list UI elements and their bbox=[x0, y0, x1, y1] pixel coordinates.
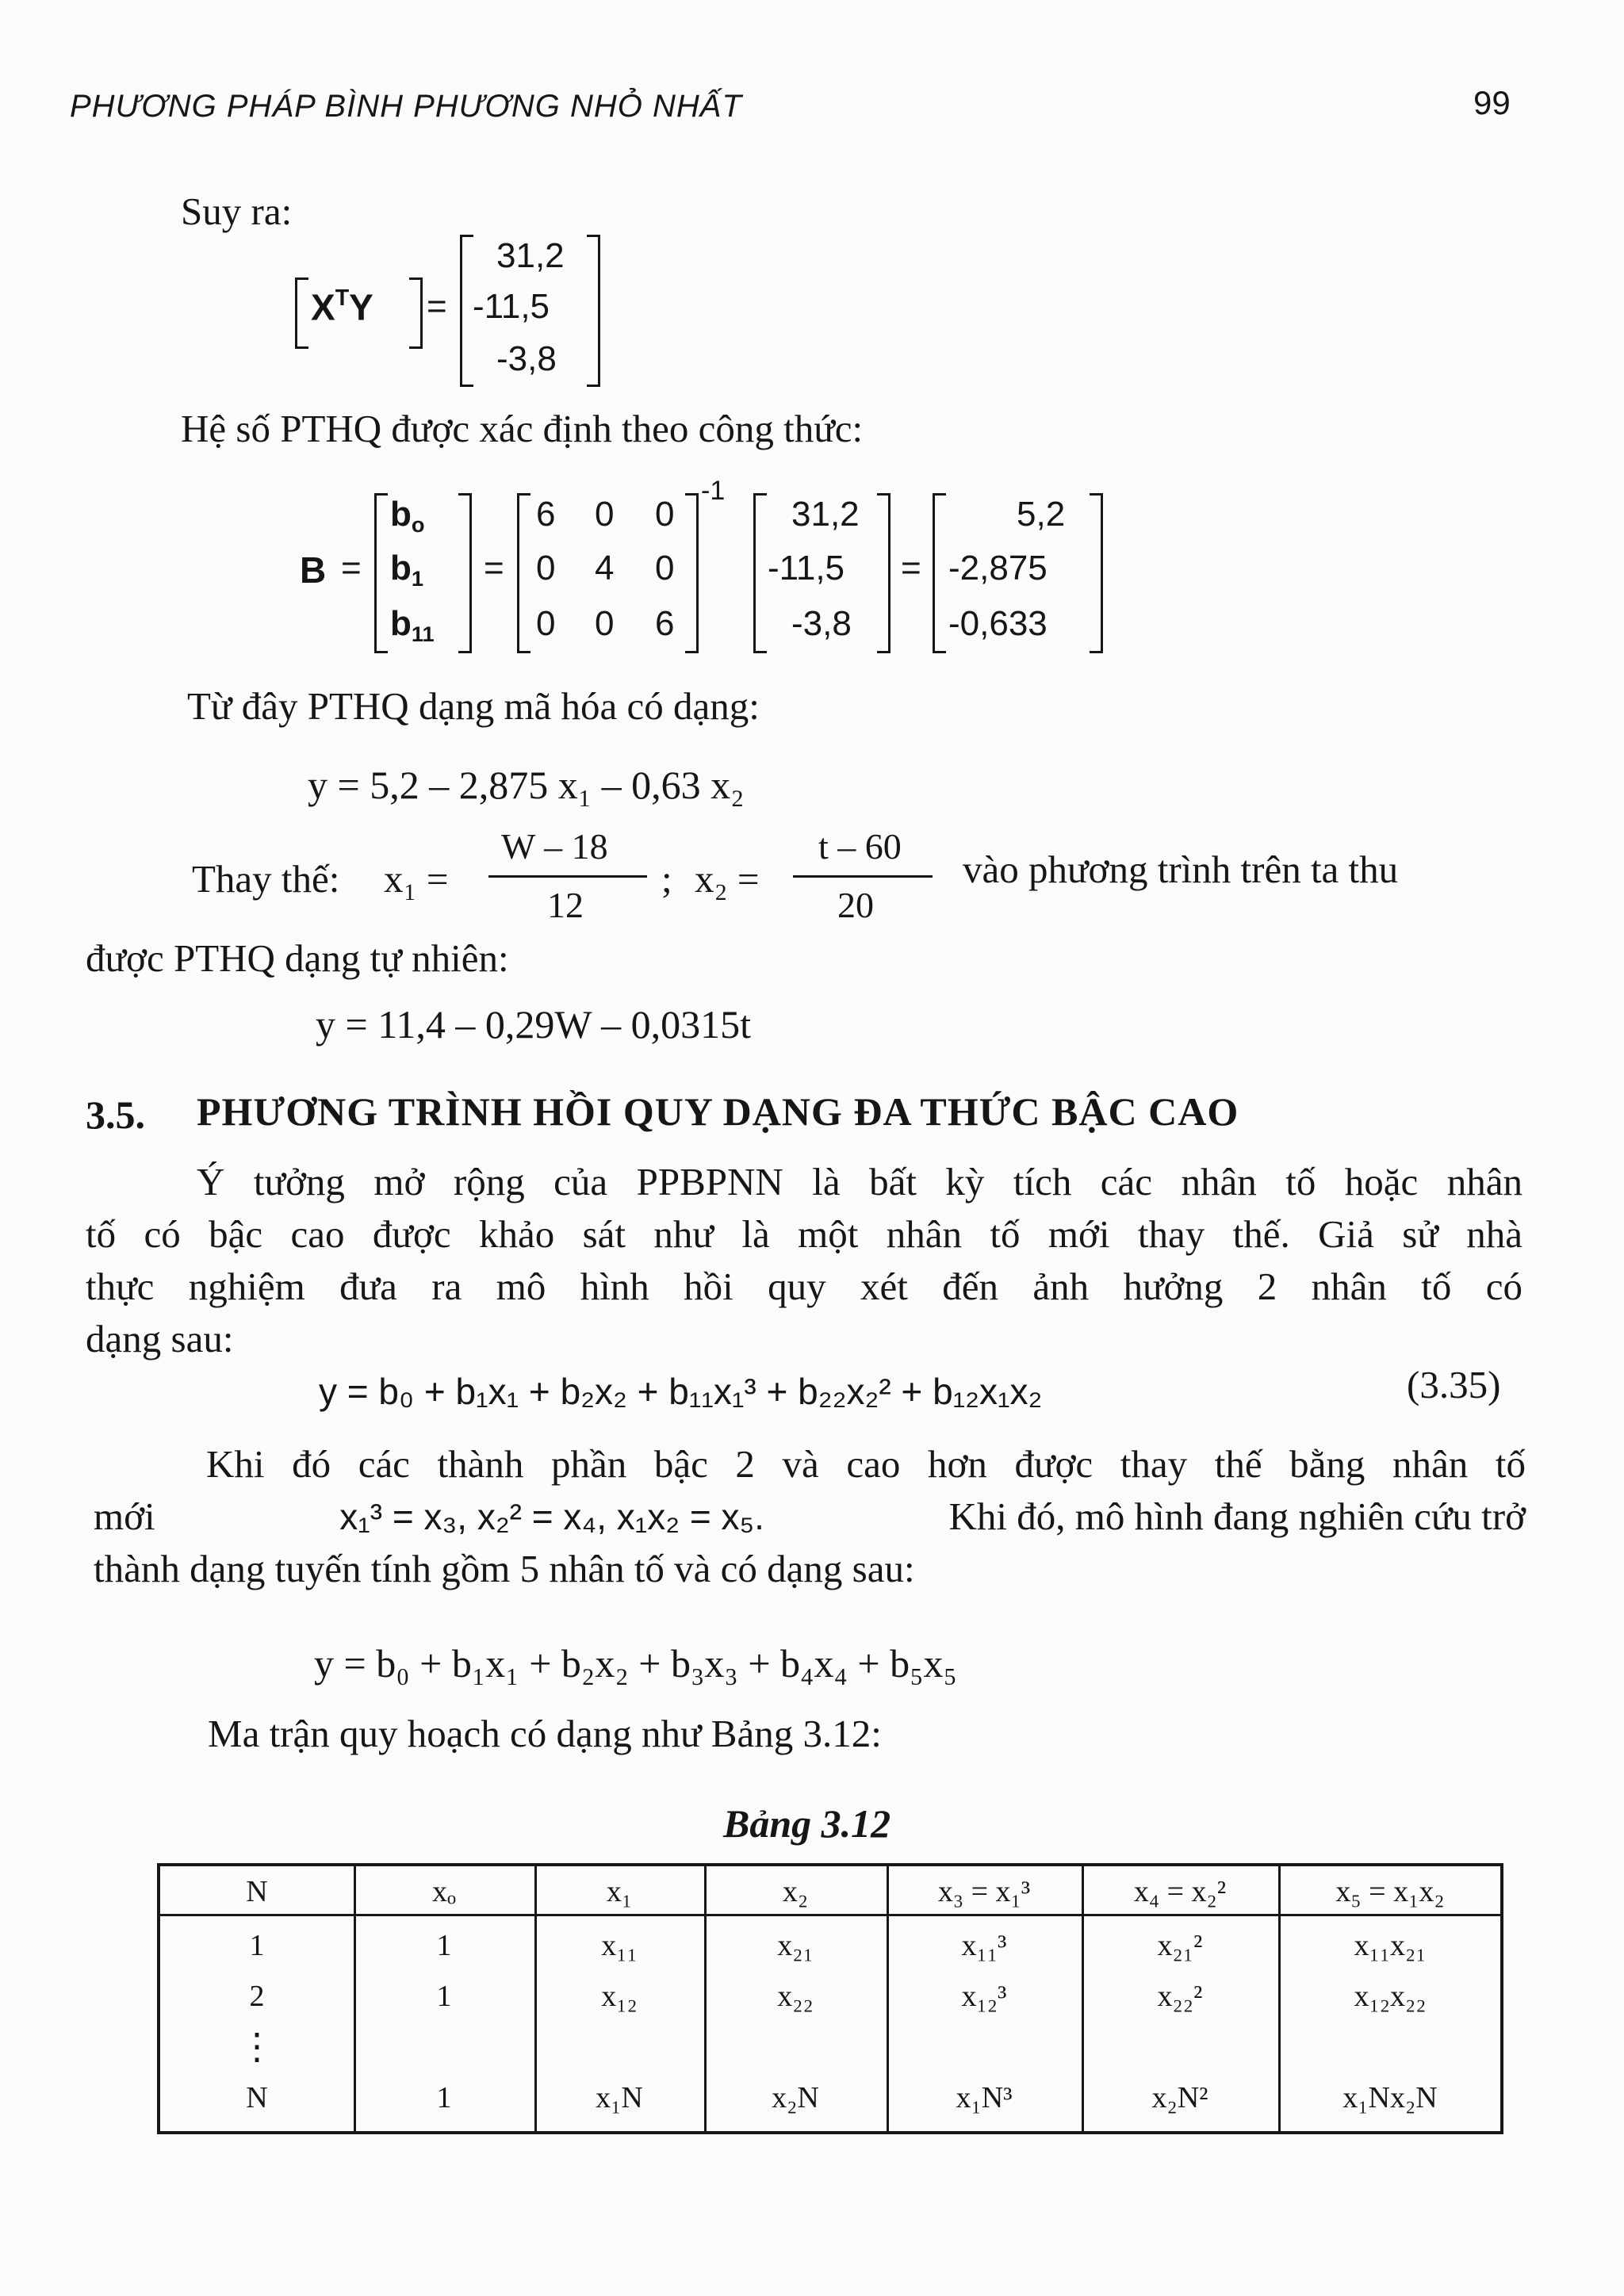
inv-matrix-cell: 0 bbox=[655, 549, 675, 587]
substitution-math: x₁³ = x₃, x₂² = x₄, x₁x₂ = x₅. bbox=[339, 1496, 764, 1537]
inv-matrix-cell: 4 bbox=[595, 549, 615, 587]
table-header-cell: x₅ = x₁x₂ bbox=[1335, 1875, 1445, 1908]
equation-label: (3.35) bbox=[1407, 1363, 1501, 1406]
paragraph-1 bbox=[86, 1156, 1522, 1365]
coded-equation: y = 5,2 – 2,875 x₁ – 0,63 x₂ bbox=[308, 763, 745, 807]
f2-fraction-bar bbox=[793, 875, 933, 878]
xty-left-bracket bbox=[295, 277, 308, 349]
table-cell: 2 bbox=[249, 1980, 265, 2013]
he-so-text: Hệ số PTHQ được xác định theo công thức: bbox=[181, 407, 864, 450]
table-cell: 1 bbox=[436, 1980, 452, 2013]
paragraph-line: thành dạng tuyến tính gồm 5 nhân tố và có dạng sau: bbox=[94, 1547, 915, 1590]
y-vec-entry: -11,5 bbox=[768, 549, 845, 587]
x2-lhs: x₂ = bbox=[695, 857, 760, 901]
table-header-cell: N bbox=[246, 1875, 268, 1908]
inv-matrix-left-bracket bbox=[517, 493, 530, 653]
thay-the-label: Thay thế: bbox=[192, 857, 340, 901]
b-vec-entry: $b_o$ bbox=[390, 495, 425, 538]
table-cell: x₁N bbox=[596, 2081, 643, 2114]
table-cell: x₁₂³ bbox=[961, 1980, 1007, 2013]
table-cell: x₁₂ bbox=[601, 1980, 638, 2013]
result-vec-left-bracket bbox=[933, 493, 946, 653]
table-cell: x₁N³ bbox=[956, 2081, 1013, 2114]
f1-denominator: 12 bbox=[547, 885, 584, 925]
paragraph-text: mới bbox=[94, 1494, 155, 1538]
table-cell: x₁Nx₂N bbox=[1342, 2081, 1438, 2114]
column-divider bbox=[534, 1866, 537, 2131]
xty-vec-left-bracket bbox=[460, 235, 473, 387]
b-vec-right-bracket bbox=[458, 493, 472, 653]
inverse-exponent: -1 bbox=[701, 476, 726, 506]
section-number: 3.5. bbox=[86, 1093, 145, 1137]
table-cell: 1 bbox=[436, 1929, 452, 1962]
paragraph-2 bbox=[94, 1438, 1526, 1595]
linear-equation: y = b₀ + b₁x₁ + b₂x₂ + b₃x₃ + b₄x₄ + b₅x₅ bbox=[314, 1641, 957, 1686]
y-vec-entry: 31,2 bbox=[791, 495, 860, 534]
design-matrix-table bbox=[157, 1863, 1503, 2134]
y-vec-entry: -3,8 bbox=[791, 604, 852, 643]
b-vec-left-bracket bbox=[374, 493, 388, 653]
column-divider bbox=[1082, 1866, 1084, 2131]
page-number: 99 bbox=[1473, 84, 1511, 121]
inv-matrix-cell: 0 bbox=[536, 604, 556, 643]
ma-tran-text: Ma trận quy hoạch có dạng như Bảng 3.12: bbox=[208, 1712, 882, 1755]
table-cell: x₂₁ bbox=[777, 1929, 814, 1962]
result-entry: 5,2 bbox=[1017, 495, 1066, 534]
paragraph-line: Ý tưởng mở rộng của PPBPNN là bất kỳ tích các nhân tố hoặc nhân bbox=[197, 1160, 1522, 1203]
table-cell: x₂N² bbox=[1151, 2081, 1208, 2114]
table-header-cell: x₂ bbox=[782, 1875, 809, 1908]
running-header: PHƯƠNG PHÁP BÌNH PHƯƠNG NHỎ NHẤT bbox=[70, 89, 742, 124]
xty-right-bracket bbox=[409, 277, 423, 349]
column-divider bbox=[704, 1866, 707, 2131]
equation-3-35: y = b₀ + b₁x₁ + b₂x₂ + b₁₁x₁³ + b₂₂x₂² + b₁₂x₁x₂ bbox=[319, 1371, 1043, 1412]
table-cell: x₂₁² bbox=[1157, 1929, 1203, 1962]
table-caption: Bảng 3.12 bbox=[723, 1801, 891, 1846]
table-cell: x₁₂x₂₂ bbox=[1354, 1980, 1427, 2013]
table-cell: x₂₂ bbox=[777, 1980, 814, 2013]
f2-denominator: 20 bbox=[837, 885, 874, 925]
result-entry: -0,633 bbox=[948, 604, 1048, 643]
thay-the-tail: vào phương trình trên ta thu bbox=[963, 848, 1399, 891]
paragraph-line-with-math bbox=[94, 1490, 1526, 1543]
section-title: PHƯƠNG TRÌNH HỒI QUY DẠNG ĐA THỨC BẬC CAO bbox=[197, 1089, 1239, 1134]
paragraph-line: thực nghiệm đưa ra mô hình hồi quy xét đến ảnh hưởng 2 nhân tố có bbox=[86, 1265, 1522, 1308]
table-header-cell: x₁ bbox=[606, 1875, 633, 1908]
b-vec-entry: $b_{11}$ bbox=[390, 604, 435, 647]
f2-numerator: t – 60 bbox=[818, 826, 902, 867]
table-header-cell: xₒ bbox=[432, 1875, 456, 1908]
table-ellipsis: ⋮ bbox=[239, 2026, 275, 2067]
table-cell: x₁₁ bbox=[601, 1929, 638, 1962]
xty-lhs: $X^TY$ bbox=[311, 285, 373, 328]
paragraph-line: tố có bậc cao được khảo sát như là một nhân tố mới thay thế. Giả sử nhà bbox=[86, 1212, 1522, 1256]
xty-value: -3,8 bbox=[496, 339, 557, 378]
tu-day-text: Từ đây PTHQ dạng mã hóa có dạng: bbox=[187, 684, 760, 728]
table-header-row bbox=[160, 1866, 1500, 1916]
inv-matrix-cell: 0 bbox=[595, 604, 615, 643]
table-header-cell: x₄ = x₂² bbox=[1133, 1875, 1227, 1908]
xty-equals: = bbox=[427, 287, 447, 326]
table-cell: 1 bbox=[436, 2081, 452, 2114]
result-entry: -2,875 bbox=[948, 549, 1048, 587]
result-equals: = bbox=[901, 549, 921, 587]
result-vec-right-bracket bbox=[1090, 493, 1103, 653]
suy-ra-label: Suy ra: bbox=[181, 189, 293, 233]
duoc-pthq-text: được PTHQ dạng tự nhiên: bbox=[86, 936, 509, 980]
table-cell: x₂N bbox=[772, 2081, 819, 2114]
column-divider bbox=[1278, 1866, 1281, 2131]
inv-matrix-cell: 0 bbox=[595, 495, 615, 534]
table-header-cell: x₃ = x₁³ bbox=[937, 1875, 1031, 1908]
b-vec-entry: $b_1$ bbox=[390, 549, 424, 591]
table-cell: N bbox=[246, 2081, 268, 2114]
natural-equation: y = 11,4 – 0,29W – 0,0315t bbox=[316, 1002, 752, 1047]
b-symbol: B bbox=[300, 549, 327, 591]
f1-fraction-bar bbox=[488, 875, 647, 878]
column-divider bbox=[887, 1866, 889, 2131]
y-vec-left-bracket bbox=[753, 493, 767, 653]
y-vec-right-bracket bbox=[877, 493, 891, 653]
f1-numerator: W – 18 bbox=[501, 826, 608, 867]
paragraph-line: Khi đó các thành phần bậc 2 và cao hơn được thay thế bằng nhân tố bbox=[206, 1442, 1526, 1486]
table-cell: x₁₁x₂₁ bbox=[1354, 1929, 1427, 1962]
xty-value: -11,5 bbox=[473, 287, 550, 326]
semicolon: ; bbox=[661, 857, 672, 901]
b-equals: = bbox=[341, 549, 362, 587]
inv-matrix-cell: 6 bbox=[655, 604, 675, 643]
xty-vec-right-bracket bbox=[587, 235, 600, 387]
inv-matrix-right-bracket bbox=[685, 493, 699, 653]
x1-lhs: x₁ = bbox=[384, 857, 449, 901]
inv-matrix-cell: 0 bbox=[655, 495, 675, 534]
paragraph-text: Khi đó, mô hình đang nghiên cứu trở bbox=[948, 1494, 1526, 1538]
table-cell: x₂₂² bbox=[1157, 1980, 1203, 2013]
inv-matrix-cell: 6 bbox=[536, 495, 556, 534]
b-eq-sign: = bbox=[484, 549, 504, 587]
table-cell: x₁₁³ bbox=[961, 1929, 1007, 1962]
paragraph-line: dạng sau: bbox=[86, 1317, 234, 1360]
column-divider bbox=[354, 1866, 356, 2131]
inv-matrix-cell: 0 bbox=[536, 549, 556, 587]
xty-value: 31,2 bbox=[496, 236, 565, 275]
table-cell: 1 bbox=[249, 1929, 265, 1962]
